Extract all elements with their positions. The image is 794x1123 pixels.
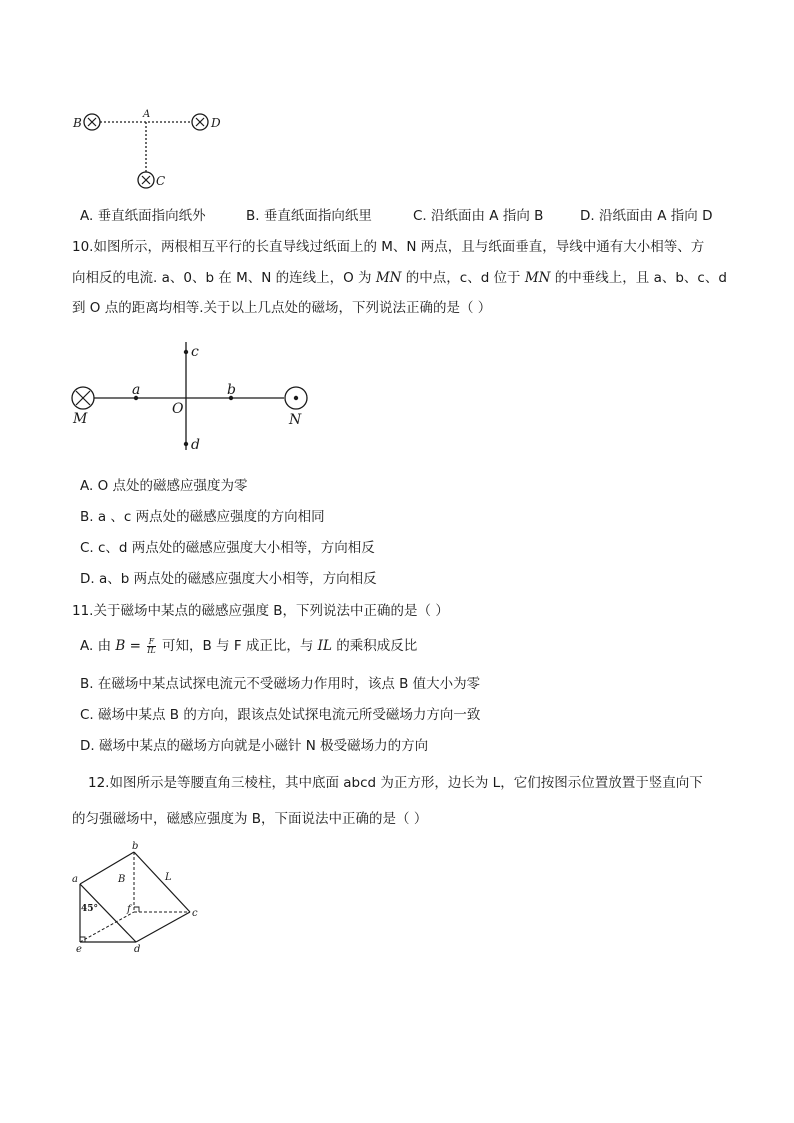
q11-formula-il: IL [317,638,332,654]
q9-wire-b-icon [84,114,100,130]
q11-formula-numerator: F [148,636,155,646]
q10-stem-line2 [72,268,727,288]
q9-option-d: D. 沿纸面由 A 指向 D [580,208,713,224]
q12-label-l: L [165,872,172,883]
q12-label-f: f [127,904,131,915]
q11-option-a [80,636,417,656]
q10-stem-mn-2: MN [524,270,551,286]
q9-figure [70,100,230,200]
q10-stem-text-c: 的中垂线上，且 a、b、c、d [550,270,727,286]
q10-label-d: d [191,437,200,453]
q9-label-b: B [73,116,82,130]
q10-wire-n-icon [285,387,307,409]
q12-label-c: c [192,908,198,919]
q12-label-d: d [134,944,141,955]
q10-stem-text-b: 的中点，c、d 位于 [401,270,525,286]
q9-option-b: B. 垂直纸面指向纸里 [246,208,372,224]
q10-label-b: b [227,382,236,398]
q10-figure [66,332,326,458]
q11-formula-eq: = [125,638,146,654]
q10-option-c: C. c、d 两点处的磁感应强度大小相等，方向相反 [80,540,375,556]
q11-option-a-mid: 可知，B 与 F 成正比，与 [157,638,318,654]
q10-stem-text-a: 向相反的电流. a、0、b 在 M、N 的连线上，O 为 [72,270,376,286]
q11-formula-fraction [147,638,155,655]
q11-formula-denominator: IL [147,645,156,655]
q9-wire-d-icon [192,114,208,130]
q10-wire-m-icon [72,387,94,409]
q12-edge-bc [134,852,190,912]
q10-option-b: B. a 、c 两点处的磁感应强度的方向相同 [80,509,325,525]
q12-stem-line1: 12.如图所示是等腰直角三棱柱，其中底面 abcd 为正方形，边长为 L，它们按图示位置放置于竖直向下 [88,775,703,791]
q11-option-d: D. 磁场中某点的磁场方向就是小磁针 N 极受磁场力的方向 [80,738,429,754]
q9-option-a: A. 垂直纸面指向纸外 [80,208,206,224]
q12-right-angle-f [134,907,139,912]
q9-label-c: C [156,174,166,188]
q12-edge-ef [80,912,134,942]
q12-label-b-field: B [118,874,126,885]
q10-stem-line3: 到 O 点的距离均相等.关于以上几点处的磁场，下列说法正确的是（ ） [72,300,492,316]
q12-label-angle: 45° [81,904,99,914]
q10-label-o: O [172,401,184,417]
q12-edge-dc [136,912,190,942]
q9-label-d: D [211,116,221,130]
q11-formula-b: B [115,638,126,654]
q12-stem-line2: 的匀强磁场中，磁感应强度为 B，下面说法中正确的是（ ） [72,811,428,827]
q12-figure [68,836,204,956]
q10-option-a: A. O 点处的磁感应强度为零 [80,478,248,494]
q12-label-a: a [72,874,78,885]
q9-option-c: C. 沿纸面由 A 指向 B [413,208,544,224]
q12-label-e: e [76,944,82,955]
q11-stem: 11.关于磁场中某点的磁感应强度 B，下列说法中正确的是（ ） [72,603,449,619]
q10-point-d [184,442,188,446]
q12-edge-ab [80,852,134,884]
q10-label-c: c [191,344,199,360]
q10-label-m: M [73,411,88,427]
q10-label-a: a [132,382,141,398]
q10-option-d: D. a、b 两点处的磁感应强度大小相等，方向相反 [80,571,377,587]
q11-option-c: C. 磁场中某点 B 的方向，跟该点处试探电流元所受磁场力方向一致 [80,707,481,723]
q9-label-a: A [143,109,151,120]
q10-stem-mn: MN [375,270,402,286]
q12-label-b: b [132,841,139,852]
q11-option-b: B. 在磁场中某点试探电流元不受磁场力作用时，该点 B 值大小为零 [80,676,481,692]
q11-option-a-post: 的乘积成反比 [331,638,418,654]
q10-stem-line1: 10.如图所示，两根相互平行的长直导线过纸面上的 M、N 两点，且与纸面垂直，导线中通有大小相等、方 [72,239,705,255]
q11-option-a-prefix: A. 由 [80,638,116,654]
q10-point-c [184,350,188,354]
q9-wire-c-icon [138,172,154,188]
q10-label-n: N [289,412,302,428]
